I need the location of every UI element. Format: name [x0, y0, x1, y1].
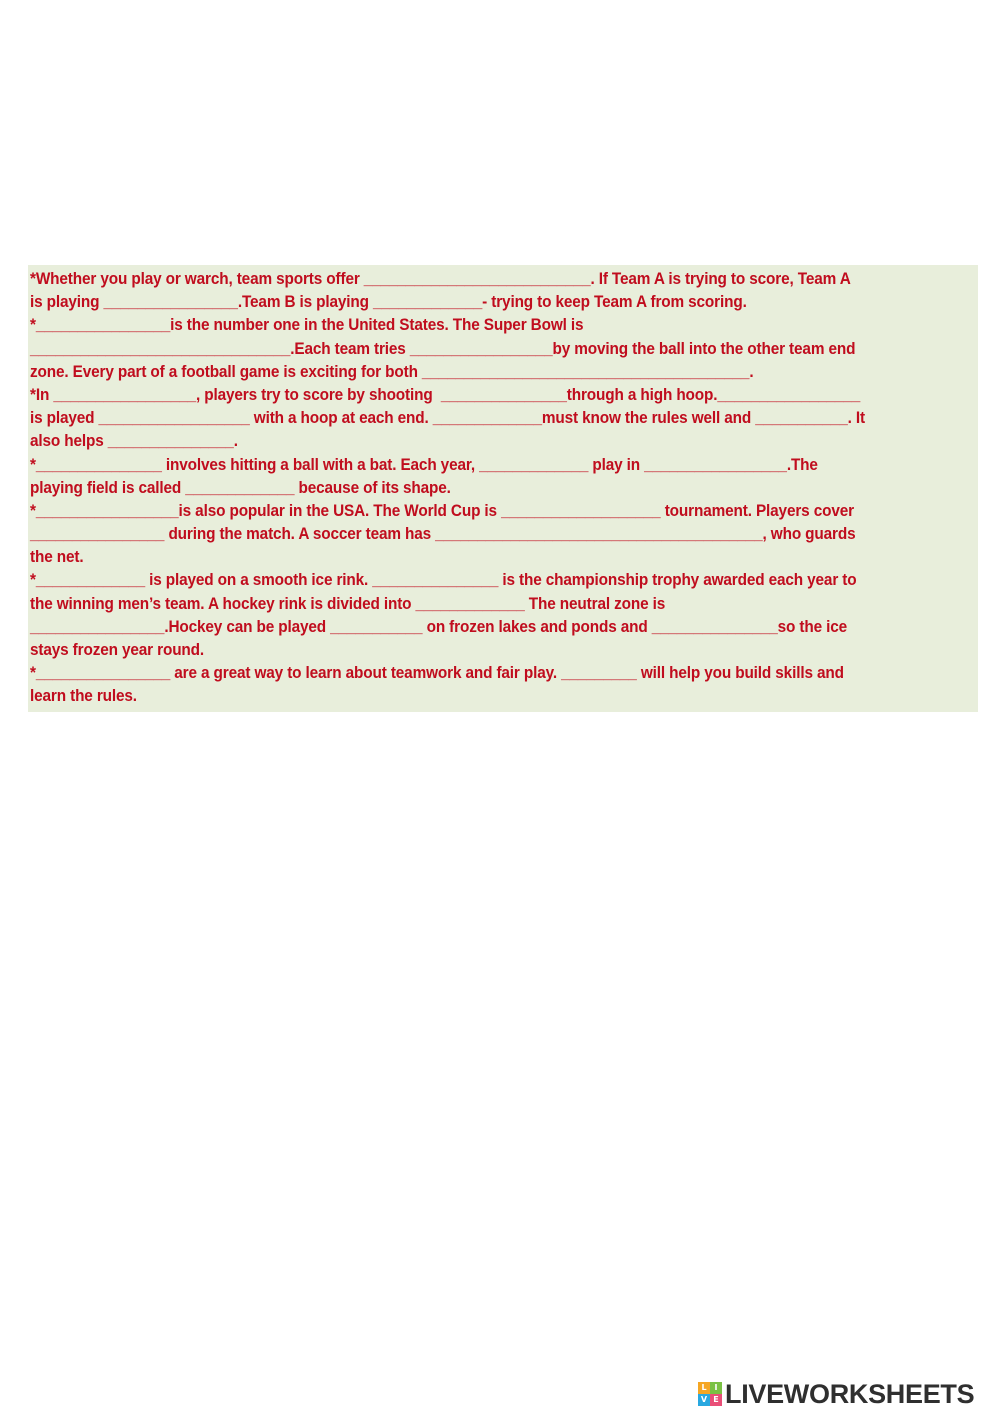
worksheet-line-12: ________________ during the match. A soccer team has _______________________________________, who guards [30, 525, 856, 544]
worksheet-line-16: ________________.Hockey can be played ___________ on frozen lakes and ponds and _______________so the ice [30, 617, 848, 636]
worksheet-text-box [28, 265, 978, 712]
worksheet-line-6: *In _________________, players try to score by shooting _______________through a high hoop._________________ [30, 385, 861, 404]
logo-tile-l: L [698, 1382, 710, 1394]
worksheet-line-7: is played __________________ with a hoop at each end. _____________must know the rules well and ___________. It [30, 409, 865, 428]
worksheet-line-5: zone. Every part of a football game is exciting for both _______________________________________. [30, 362, 754, 381]
worksheet-line-14: *_____________ is played on a smooth ice rink. _______________ is the championship trophy awarded each year to [30, 571, 857, 590]
worksheet-line-1: *Whether you play or warch, team sports offer ___________________________. If Team A is trying to score, Team A [30, 270, 851, 288]
worksheet-line-18: *________________ are a great way to learn about teamwork and fair play. _________ will help you build skills and [30, 664, 844, 683]
worksheet-line-2: is playing ________________.Team B is playing _____________- trying to keep Team A from scoring. [30, 293, 747, 312]
liveworksheets-logo-icon [698, 1382, 722, 1406]
worksheet-line-8: also helps _______________. [30, 432, 238, 451]
worksheet-line-17: stays frozen year round. [30, 641, 205, 659]
logo-tile-v: V [698, 1394, 710, 1406]
worksheet-line-9: *_______________ involves hitting a ball with a bat. Each year, _____________ play in _________________.The [30, 455, 818, 474]
worksheet-line-10: playing field is called _____________ because of its shape. [30, 478, 451, 497]
liveworksheets-logo [698, 1378, 974, 1410]
worksheet-line-15: the winning men’s team. A hockey rink is divided into _____________ The neutral zone is [30, 594, 666, 613]
worksheet-line-13: the net. [30, 548, 84, 567]
worksheet-line-3: *________________is the number one in the United States. The Super Bowl is [30, 316, 584, 335]
logo-tile-e: E [710, 1394, 722, 1406]
logo-tile-i: I [710, 1382, 722, 1394]
worksheet-line-11: *_________________is also popular in the USA. The World Cup is ___________________ tournament. Players cover [30, 501, 854, 520]
worksheet-line-19: learn the rules. [30, 687, 137, 706]
worksheet-line-4: _______________________________.Each team tries _________________by moving the ball into the other team end [30, 339, 856, 358]
liveworksheets-wordmark: LIVEWORKSHEETS [725, 1378, 975, 1409]
